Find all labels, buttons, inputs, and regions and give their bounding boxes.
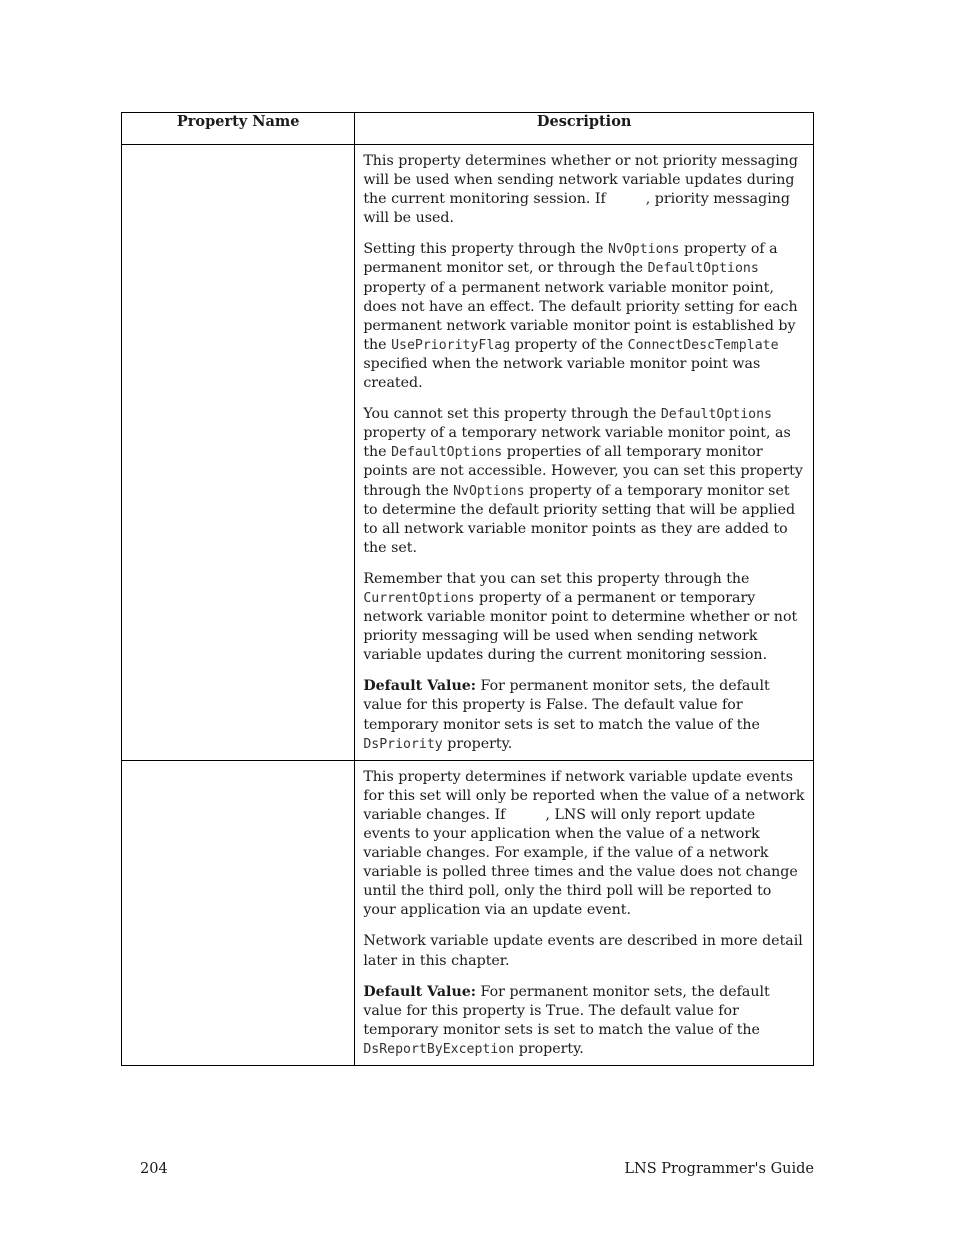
description-paragraph bbox=[363, 405, 805, 558]
code-term: DefaultOptions bbox=[647, 261, 759, 277]
paragraph-text: property. bbox=[447, 735, 513, 752]
property-table bbox=[121, 112, 814, 1066]
code-term: NvOptions bbox=[453, 483, 525, 499]
paragraph-text: Remember that you can set this property through the bbox=[363, 570, 750, 587]
code-term: DsPriority bbox=[363, 736, 443, 752]
code-term: ConnectDescTemplate bbox=[627, 337, 779, 353]
paragraph-text: , priority messaging will be used. bbox=[363, 191, 790, 227]
page-number: 204 bbox=[140, 1161, 168, 1177]
description-paragraph bbox=[363, 240, 805, 393]
description-cell bbox=[355, 145, 814, 761]
code-term: UsePriorityFlag bbox=[391, 337, 511, 353]
paragraph-text: , LNS will only report update events to your application when the value of a network variable changes. For example, if the value of a network variable is polled three times and the value does not change until the third poll, only the third poll will be reported to your application via an update event. bbox=[363, 806, 798, 919]
code-term: DefaultOptions bbox=[660, 407, 772, 423]
paragraph-text: This property determines if network variable update events for this set will only be reported when the value of a network variable changes. If bbox=[363, 768, 805, 823]
paragraph-text: This property determines whether or not priority messaging will be used when sending network variable updates during the current monitoring session. If bbox=[363, 153, 798, 208]
paragraph-text: property of a permanent or temporary network variable monitor point to determine whether or not priority messaging will be used when sending network variable updates during the current monitoring session. bbox=[363, 589, 798, 664]
description-paragraph bbox=[363, 570, 805, 665]
paragraph-text: property of the bbox=[514, 336, 624, 353]
default-value-label: Default Value: bbox=[363, 983, 477, 1000]
paragraph-text: For permanent monitor sets, the default value for this property is True. The default value for temporary monitor sets is set to match the value of the bbox=[363, 983, 770, 1038]
paragraph-text: property of a temporary monitor set to determine the default priority setting that will be applied to all network variable monitor points as they are added to the set. bbox=[363, 482, 796, 556]
code-term: NvOptions bbox=[607, 242, 680, 258]
paragraph-text: property. bbox=[518, 1040, 584, 1057]
paragraph-text: property of a permanent monitor set, or through the bbox=[363, 241, 778, 277]
description-cell bbox=[355, 760, 814, 1065]
description-paragraph bbox=[363, 768, 805, 921]
table-row bbox=[122, 760, 814, 1065]
paragraph-text: Network variable update events are described in more detail later in this chapter. bbox=[363, 933, 803, 969]
code-term: CurrentOptions bbox=[363, 590, 475, 606]
property-name-cell bbox=[122, 145, 355, 761]
table-row bbox=[122, 145, 814, 761]
default-value-label: Default Value: bbox=[363, 678, 477, 695]
paragraph-text: For permanent monitor sets, the default value for this property is False. The default value for temporary monitor sets is set to match the value of the bbox=[363, 678, 770, 733]
paragraph-text: property of a temporary network variable monitor point, as the bbox=[363, 425, 791, 461]
paragraph-text: You cannot set this property through the bbox=[363, 406, 657, 423]
description-paragraph bbox=[363, 932, 805, 970]
description-paragraph bbox=[363, 152, 805, 228]
paragraph-text: properties of all temporary monitor points are not accessible. However, you can set this property through the bbox=[363, 444, 803, 499]
header-property-name: Property Name bbox=[122, 113, 355, 145]
default-value-paragraph bbox=[363, 983, 805, 1059]
code-term: DefaultOptions bbox=[391, 445, 503, 461]
paragraph-text: property of a permanent network variable monitor point, does not have an effect. The default priority setting for each permanent network variable monitor point is established by the bbox=[363, 279, 798, 353]
code-term: DsReportByException bbox=[363, 1041, 515, 1057]
book-title: LNS Programmer's Guide bbox=[624, 1161, 814, 1177]
header-description: Description bbox=[355, 113, 814, 145]
table-header-row bbox=[122, 113, 814, 145]
paragraph-text: specified when the network variable monitor point was created. bbox=[363, 355, 761, 392]
paragraph-text: Setting this property through the bbox=[363, 241, 604, 258]
default-value-paragraph bbox=[363, 677, 805, 753]
property-name-cell bbox=[122, 760, 355, 1065]
